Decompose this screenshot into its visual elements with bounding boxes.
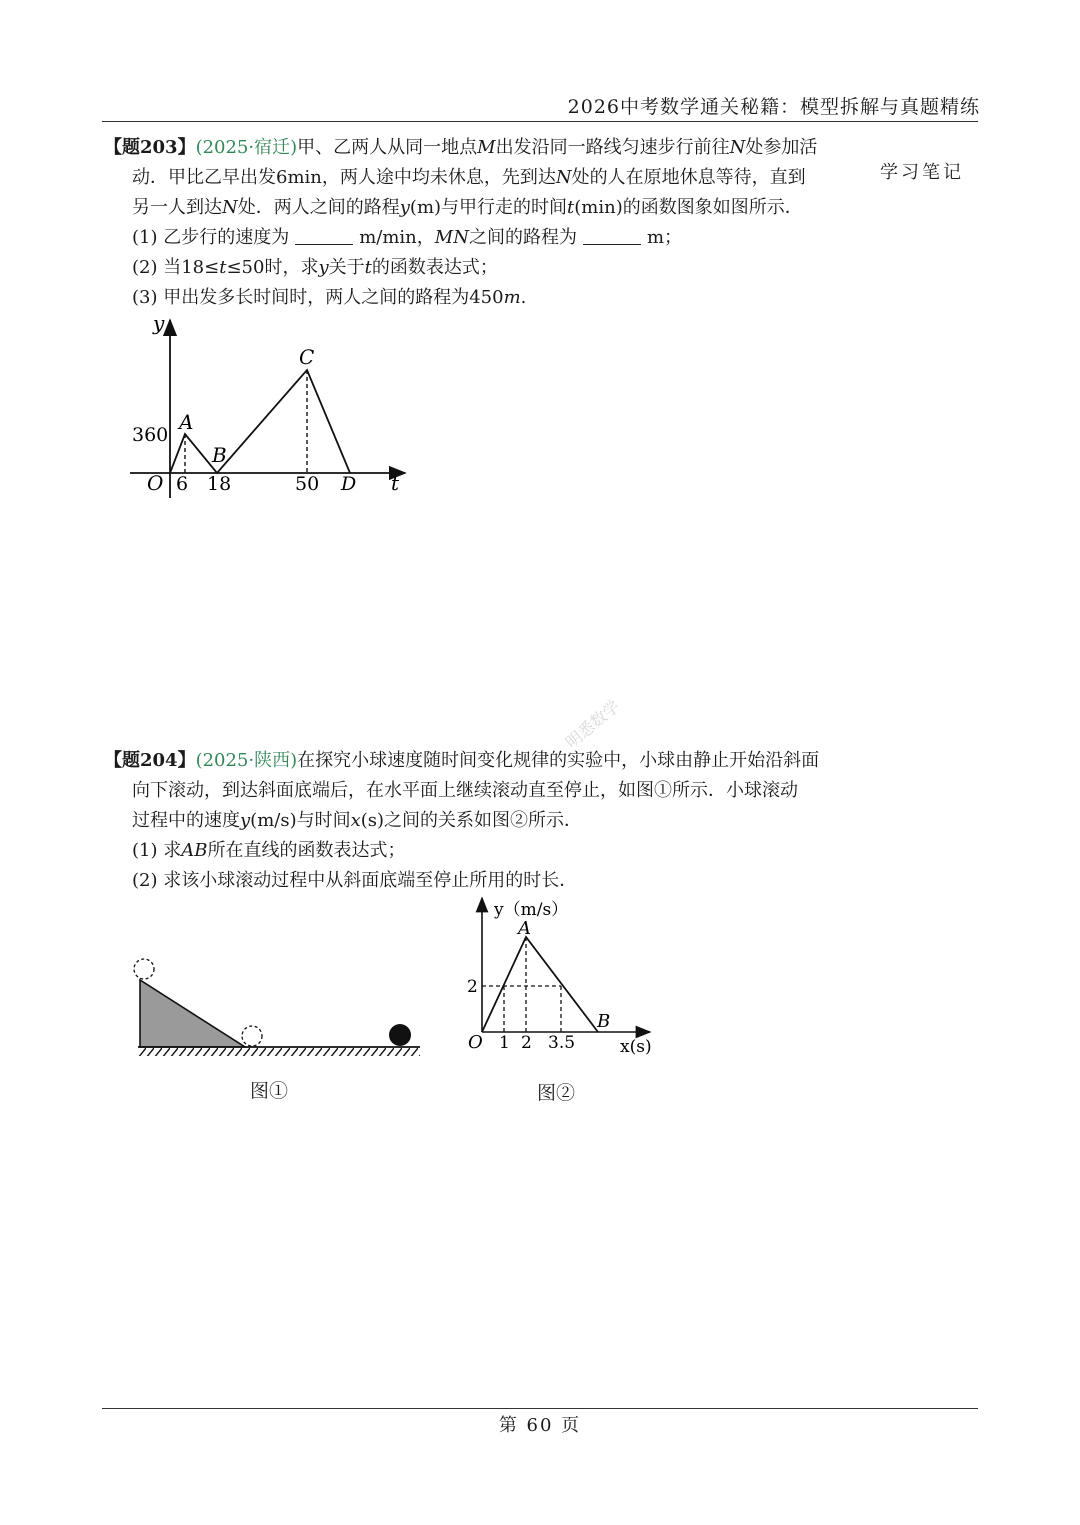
t-tick-18: 18: [207, 473, 232, 495]
t-axis-label: t: [391, 471, 400, 495]
q204-text: (2) 求该小球滚动过程中从斜面底端至停止所用的时长．: [132, 870, 578, 891]
var-x: x: [350, 810, 361, 831]
q204-text: 向下滚动，到达斜面底端后，在水平面上继续滚动直至停止，如图①所示．小球滚动: [132, 780, 798, 801]
q204-line-3: [132, 807, 582, 835]
q203-text: 处．两人之间的路程: [237, 197, 400, 218]
q204-graph: [460, 895, 660, 1060]
var-t: t: [364, 257, 372, 278]
q203-text: 出发沿同一路线匀速步行前往: [495, 137, 730, 158]
var-M: M: [477, 137, 496, 158]
var-y: y: [399, 197, 410, 218]
q203-part-1: [132, 224, 682, 252]
q203-line-3: [132, 194, 803, 222]
q203-text: 另一人到达: [132, 197, 222, 218]
origin-label: O: [147, 471, 164, 495]
q203-text: 动．甲比乙早出发6min，两人途中均未休息，先到达: [132, 167, 556, 188]
x-tick-2: 2: [521, 1033, 532, 1053]
q203-text: (m)与甲行走的时间: [409, 197, 568, 218]
answer-blank-speed[interactable]: [295, 226, 353, 245]
x-tick-3-5: 3.5: [548, 1033, 576, 1053]
q203-text: (min)的函数图象如图所示．: [574, 197, 803, 218]
q204-number: 【题204】: [104, 750, 196, 771]
var-t: t: [567, 197, 575, 218]
figure-1-slope: [130, 948, 430, 1063]
var-N: N: [729, 137, 746, 158]
var-N: N: [555, 167, 572, 188]
incline-triangle: [140, 980, 245, 1047]
point-C-label: C: [299, 345, 315, 369]
y-tick-360: 360: [132, 424, 169, 446]
q204-text: (1) 求: [132, 840, 182, 861]
q203-number: 【题203】: [104, 137, 196, 158]
q203-text: m/min，: [359, 227, 435, 248]
q204-text: 过程中的速度: [132, 810, 240, 831]
q203-line-2: [132, 164, 806, 192]
q204-text: 在探究小球速度随时间变化规律的实验中，小球由静止开始沿斜面: [297, 750, 820, 771]
distance-polyline: [170, 370, 350, 473]
origin-label: O: [468, 1032, 483, 1053]
q203-text: 甲、乙两人从同一地点: [297, 137, 478, 158]
y-axis-label: y: [153, 311, 165, 335]
study-notes-label: 学习笔记: [880, 162, 964, 183]
figure-2-caption: 图②: [537, 1082, 576, 1104]
q203-text: 的函数表达式；: [371, 257, 498, 278]
ball-stop-position: [389, 1024, 411, 1046]
q204-source: (2025·陕西): [195, 750, 298, 771]
q203-text: (3) 甲出发多长时间时，两人之间的路程为450: [132, 287, 504, 308]
q203-graph: [125, 308, 415, 503]
footer-rule: [102, 1408, 978, 1409]
figure-1-caption: 图①: [250, 1080, 289, 1102]
velocity-polyline: [482, 937, 598, 1032]
t-tick-D: D: [341, 473, 357, 495]
q204-line-2: [132, 777, 798, 805]
var-MN: MN: [434, 227, 469, 248]
point-B-label: B: [212, 443, 227, 467]
q203-part-2: [132, 254, 498, 282]
point-A-label: A: [518, 918, 531, 939]
q203-text: m；: [646, 227, 683, 248]
q203-source: (2025·宿迁): [195, 137, 298, 158]
y-axis-label: y（m/s）: [494, 900, 569, 920]
ball-bottom-position: [242, 1026, 262, 1046]
q203-text: 关于: [328, 257, 365, 278]
t-tick-50: 50: [295, 473, 320, 495]
var-m: m: [503, 287, 521, 308]
q204-part-2: [132, 867, 577, 895]
ball-start-position: [134, 959, 154, 979]
point-B-label: B: [597, 1011, 611, 1032]
var-y: y: [240, 810, 251, 831]
x-tick-1: 1: [499, 1033, 510, 1053]
book-title: 2026中考数学通关秘籍：模型拆解与真题精练: [567, 96, 980, 118]
x-axis-label: x(s): [620, 1037, 652, 1057]
q204-line-1: [104, 747, 819, 775]
q203-text: 处的人在原地休息等待，直到: [571, 167, 806, 188]
header-rule: [102, 121, 978, 122]
q203-text: (2) 当18≤: [132, 257, 220, 278]
var-N: N: [222, 197, 238, 218]
point-A-label: A: [179, 410, 194, 434]
q203-text: (1) 乙步行的速度为: [132, 227, 290, 248]
ground-hatching: [138, 1048, 420, 1056]
q203-text: ≤50时，求: [226, 257, 319, 278]
q204-part-1: [132, 837, 405, 865]
t-tick-6: 6: [176, 473, 189, 495]
q204-text: (s)之间的关系如图②所示．: [360, 810, 583, 831]
page-number: 第 60 页: [498, 1415, 582, 1436]
var-y: y: [318, 257, 329, 278]
q204-text: (m/s)与时间: [250, 810, 351, 831]
answer-blank-distance[interactable]: [583, 226, 641, 245]
q203-text: .: [520, 287, 527, 308]
var-t: t: [219, 257, 227, 278]
y-tick-2: 2: [467, 977, 478, 997]
q204-text: 所在直线的函数表达式；: [207, 840, 406, 861]
q203-line-1: [104, 134, 817, 162]
watermark: 明悉数学: [562, 696, 624, 753]
q203-text: 处参加活: [745, 137, 818, 158]
q203-text: 之间的路程为: [468, 227, 577, 248]
var-AB: AB: [181, 840, 208, 861]
